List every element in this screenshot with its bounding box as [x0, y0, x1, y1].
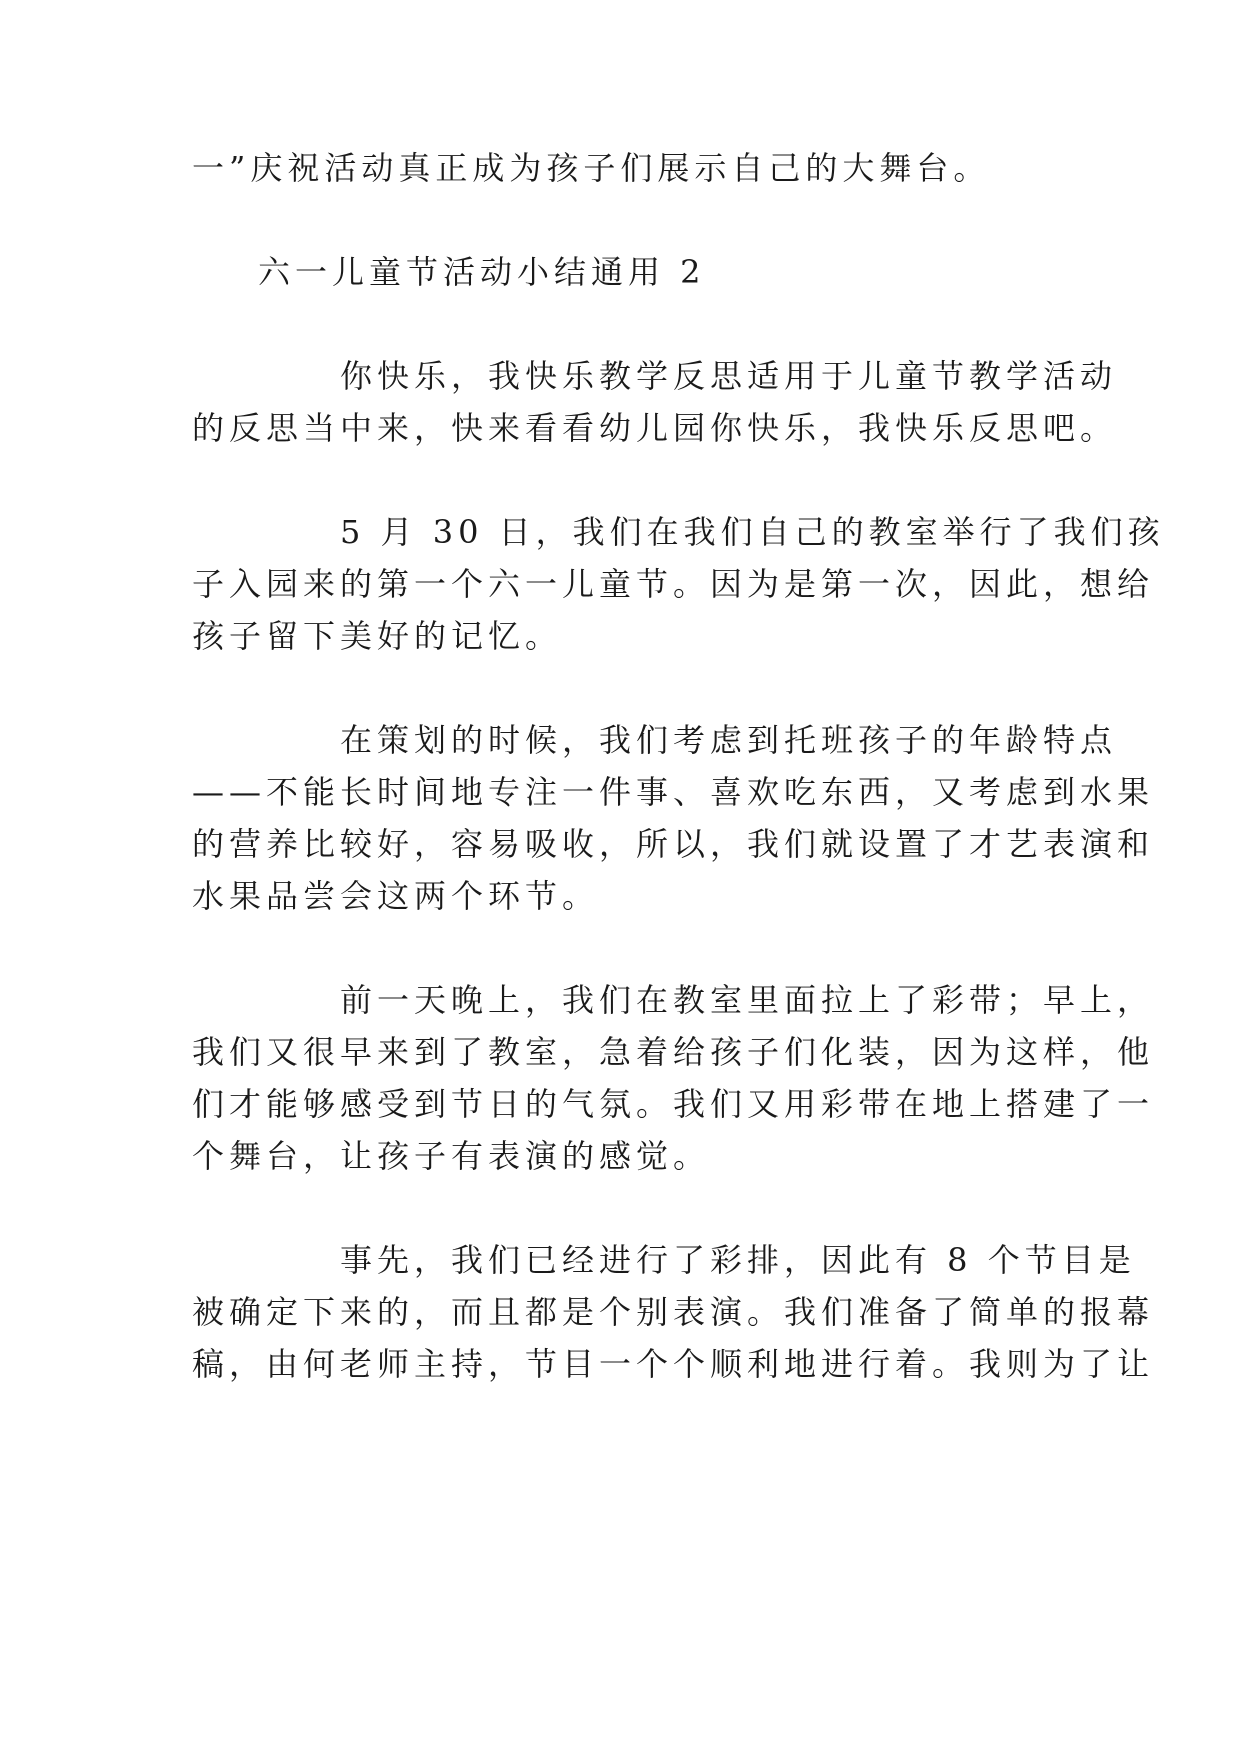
- paragraph-line: 在策划的时候，我们考虑到托班孩子的年龄特点: [340, 721, 1118, 759]
- paragraph-line: 们才能够感受到节日的气氛。我们又用彩带在地上搭建了一: [192, 1085, 1155, 1123]
- paragraph-line: 孩子留下美好的记忆。: [192, 617, 563, 655]
- paragraph-line: 你快乐，我快乐教学反思适用于儿童节教学活动: [340, 357, 1118, 395]
- paragraph-line: ——不能长时间地专注一件事、喜欢吃东西，又考虑到水果: [192, 773, 1155, 811]
- paragraph-line: 的反思当中来，快来看看幼儿园你快乐，我快乐反思吧。: [192, 409, 1118, 447]
- paragraph-line: 5 月 30 日，我们在我们自己的教室举行了我们孩: [340, 513, 1165, 551]
- paragraph-line: 水果品尝会这两个环节。: [192, 877, 600, 915]
- paragraph-line: 被确定下来的，而且都是个别表演。我们准备了简单的报幕: [192, 1293, 1155, 1331]
- paragraph-line: 事先，我们已经进行了彩排，因此有 8 个节目是: [340, 1241, 1136, 1279]
- paragraph-line: 前一天晚上，我们在教室里面拉上了彩带；早上，: [340, 981, 1155, 1019]
- section-title: 六一儿童节活动小结通用 2: [258, 253, 706, 291]
- paragraph-line: 稿，由何老师主持，节目一个个顺利地进行着。我则为了让: [192, 1345, 1155, 1383]
- paragraph-line: 我们又很早来到了教室，急着给孩子们化装，因为这样，他: [192, 1033, 1155, 1071]
- paragraph-line: 个舞台，让孩子有表演的感觉。: [192, 1137, 711, 1175]
- paragraph-line: 子入园来的第一个六一儿童节。因为是第一次，因此，想给: [192, 565, 1155, 603]
- continuation-text: 一”庆祝活动真正成为孩子们展示自己的大舞台。: [192, 149, 991, 187]
- paragraph-line: 的营养比较好，容易吸收，所以，我们就设置了才艺表演和: [192, 825, 1155, 863]
